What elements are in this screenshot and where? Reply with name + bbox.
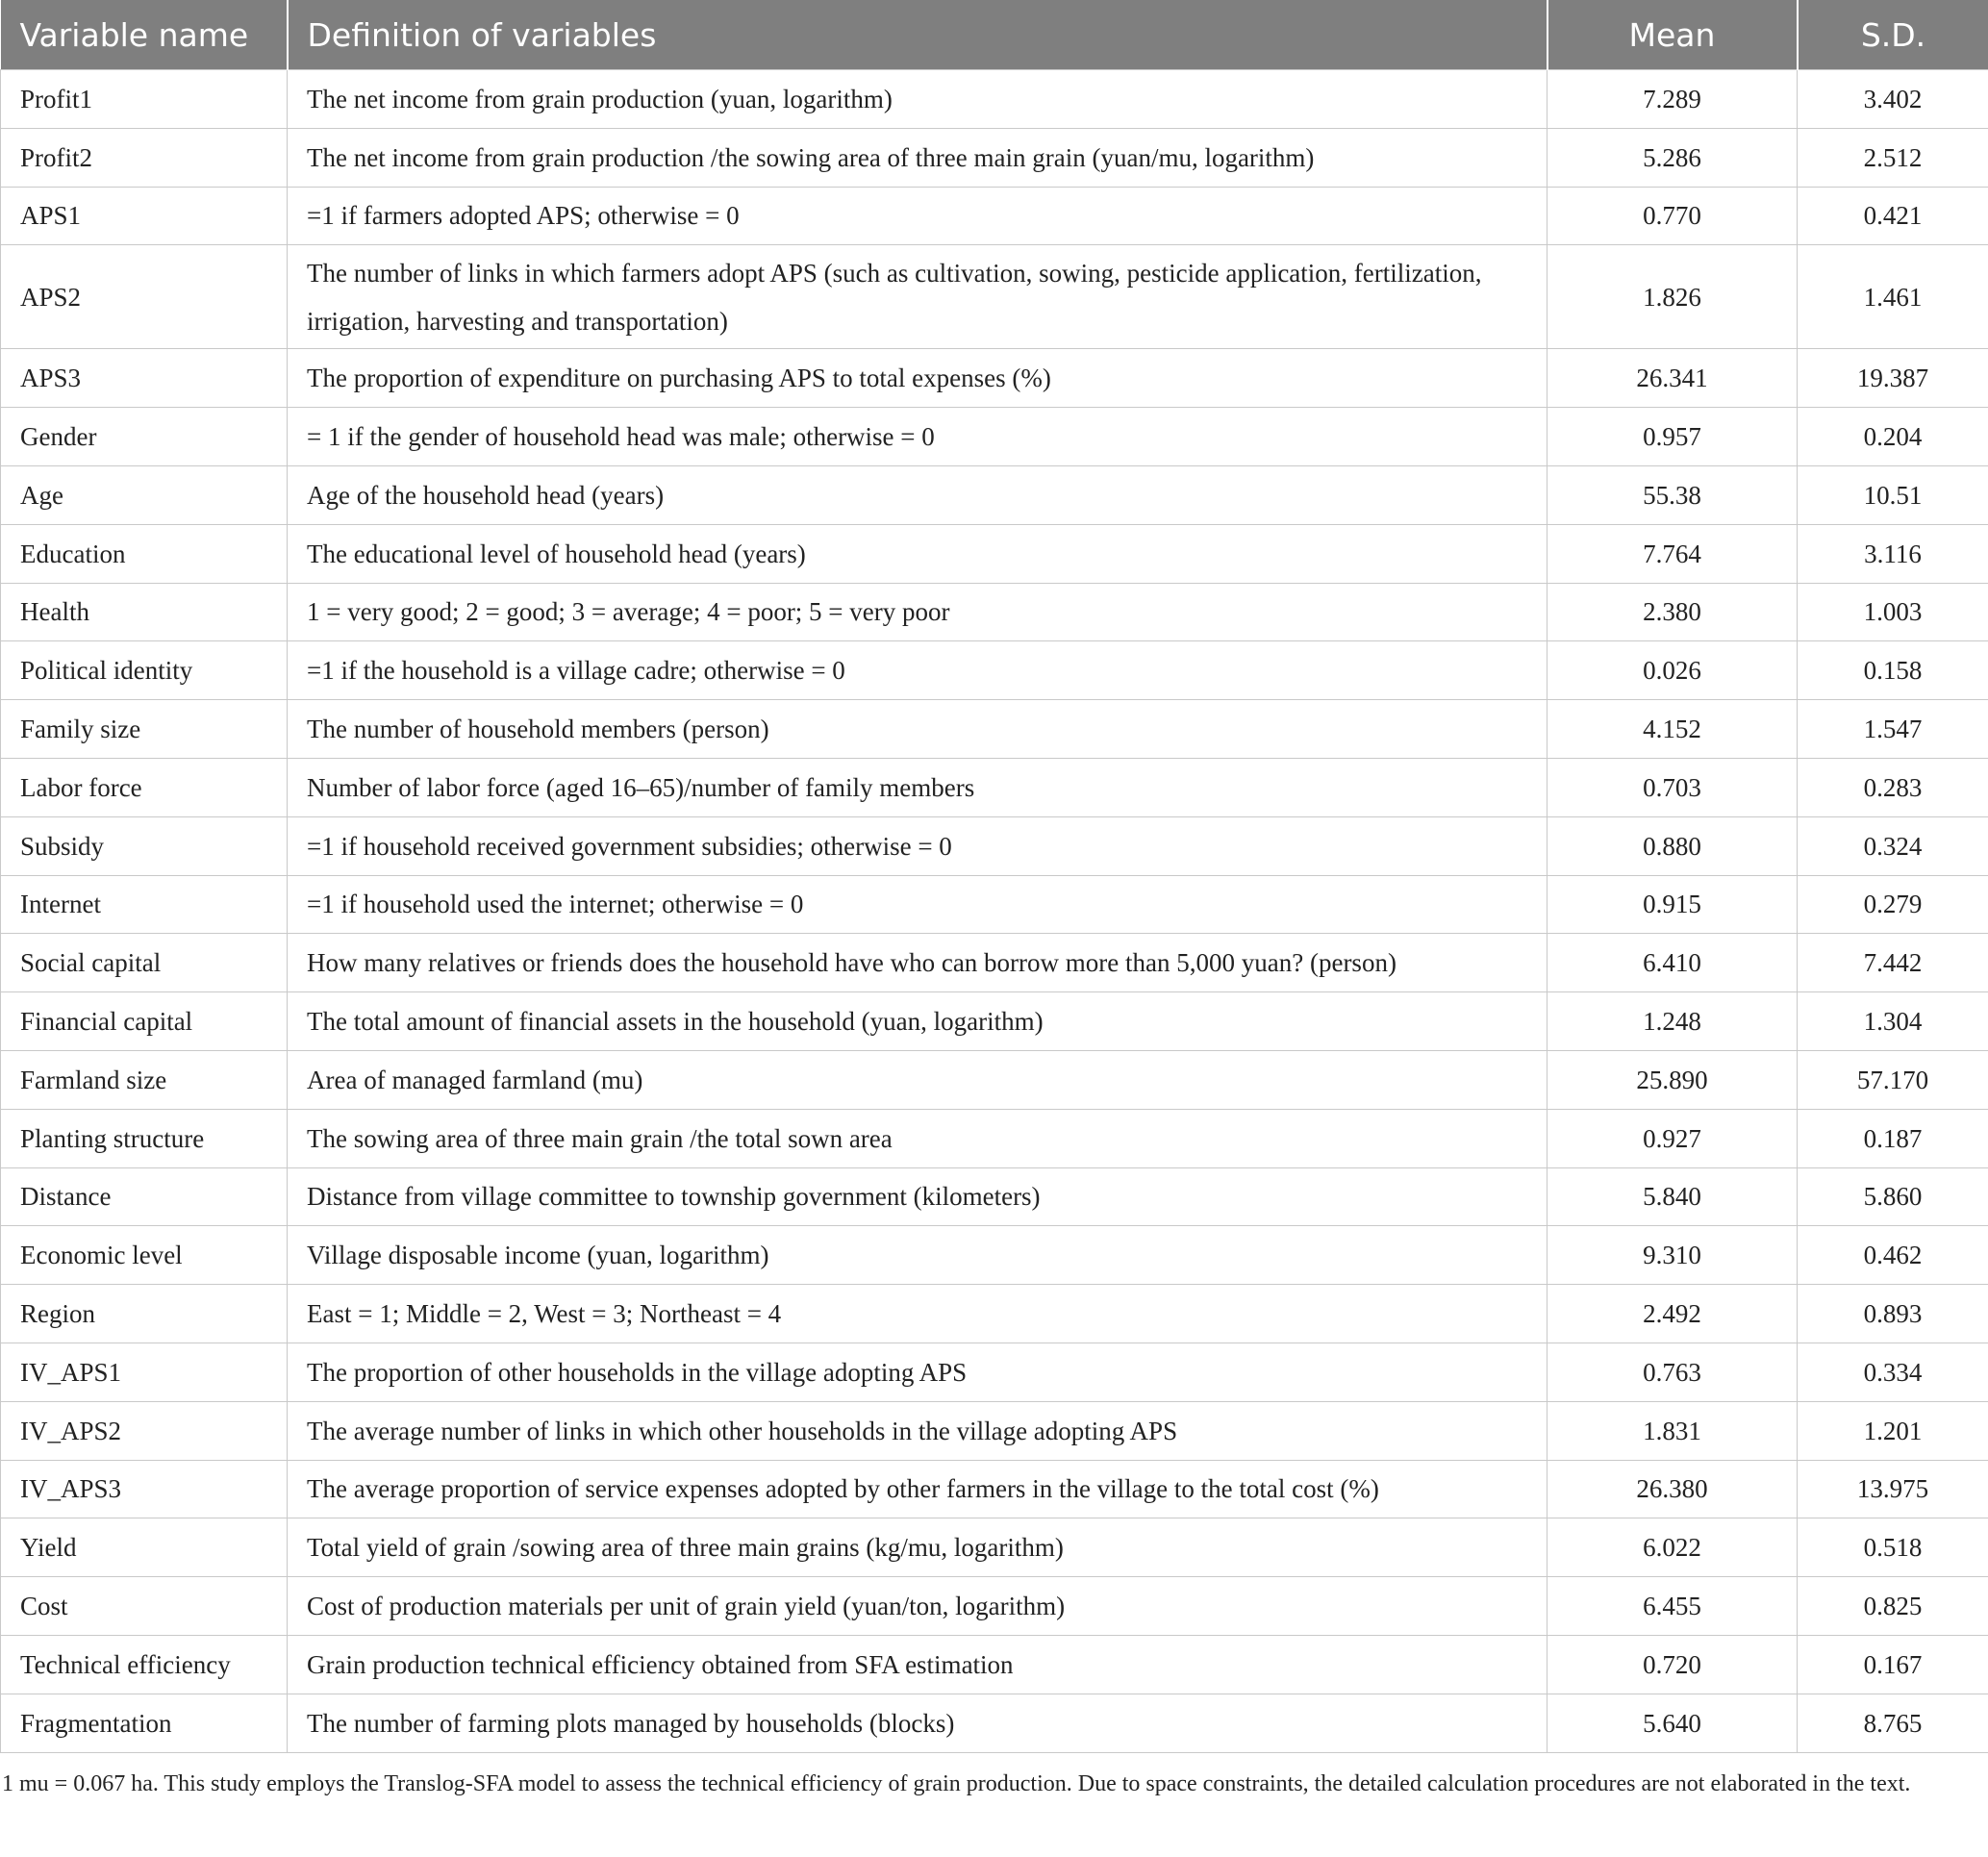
table-row (1, 70, 1988, 129)
cell-sd: 0.334 (1798, 1343, 1988, 1401)
cell-sd: 0.158 (1798, 641, 1988, 700)
cell-mean: 0.770 (1548, 187, 1798, 245)
cell-variable-name: Farmland size (1, 1050, 288, 1109)
cell-mean: 7.289 (1548, 70, 1798, 129)
cell-sd: 1.304 (1798, 992, 1988, 1051)
table-header-row (1, 0, 1988, 70)
cell-sd: 1.461 (1798, 245, 1988, 349)
header-variable-name: Variable name (1, 0, 288, 70)
cell-variable-name: Age (1, 465, 288, 524)
cell-mean: 2.492 (1548, 1285, 1798, 1343)
cell-sd: 3.402 (1798, 70, 1988, 129)
cell-definition: The proportion of other households in the village adopting APS (288, 1343, 1548, 1401)
cell-mean: 1.826 (1548, 245, 1798, 349)
cell-variable-name: Social capital (1, 934, 288, 992)
cell-mean: 2.380 (1548, 583, 1798, 641)
cell-variable-name: Planting structure (1, 1109, 288, 1167)
cell-mean: 4.152 (1548, 700, 1798, 759)
cell-mean: 7.764 (1548, 524, 1798, 583)
cell-mean: 0.720 (1548, 1635, 1798, 1694)
cell-variable-name: Political identity (1, 641, 288, 700)
cell-definition: 1 = very good; 2 = good; 3 = average; 4 = poor; 5 = very poor (288, 583, 1548, 641)
cell-definition: The average number of links in which other households in the village adopting APS (288, 1401, 1548, 1460)
cell-variable-name: Profit2 (1, 128, 288, 187)
header-definition: Definition of variables (288, 0, 1548, 70)
table-row (1, 1460, 1988, 1518)
cell-variable-name: Profit1 (1, 70, 288, 129)
table-row (1, 128, 1988, 187)
cell-sd: 13.975 (1798, 1460, 1988, 1518)
cell-variable-name: Internet (1, 875, 288, 934)
cell-mean: 0.026 (1548, 641, 1798, 700)
cell-sd: 0.893 (1798, 1285, 1988, 1343)
cell-definition: =1 if farmers adopted APS; otherwise = 0 (288, 187, 1548, 245)
cell-sd: 57.170 (1798, 1050, 1988, 1109)
cell-variable-name: Distance (1, 1167, 288, 1226)
cell-mean: 0.763 (1548, 1343, 1798, 1401)
cell-mean: 0.880 (1548, 816, 1798, 875)
cell-variable-name: Technical efficiency (1, 1635, 288, 1694)
cell-variable-name: APS1 (1, 187, 288, 245)
cell-sd: 0.421 (1798, 187, 1988, 245)
cell-variable-name: Gender (1, 408, 288, 466)
cell-definition: The proportion of expenditure on purchasing APS to total expenses (%) (288, 349, 1548, 408)
cell-mean: 25.890 (1548, 1050, 1798, 1109)
cell-variable-name: APS2 (1, 245, 288, 349)
cell-variable-name: APS3 (1, 349, 288, 408)
cell-mean: 6.022 (1548, 1518, 1798, 1577)
cell-variable-name: Financial capital (1, 992, 288, 1051)
cell-definition: =1 if the household is a village cadre; otherwise = 0 (288, 641, 1548, 700)
cell-mean: 26.341 (1548, 349, 1798, 408)
header-mean: Mean (1548, 0, 1798, 70)
cell-sd: 0.187 (1798, 1109, 1988, 1167)
cell-definition: Age of the household head (years) (288, 465, 1548, 524)
cell-definition: Number of labor force (aged 16–65)/number of family members (288, 758, 1548, 816)
cell-variable-name: Labor force (1, 758, 288, 816)
table-row (1, 992, 1988, 1051)
cell-definition: The number of household members (person) (288, 700, 1548, 759)
table-row (1, 816, 1988, 875)
cell-variable-name: Yield (1, 1518, 288, 1577)
cell-mean: 0.915 (1548, 875, 1798, 934)
cell-mean: 1.831 (1548, 1401, 1798, 1460)
cell-sd: 8.765 (1798, 1694, 1988, 1752)
cell-mean: 0.957 (1548, 408, 1798, 466)
table-body (1, 70, 1988, 1753)
cell-mean: 9.310 (1548, 1226, 1798, 1285)
cell-sd: 0.204 (1798, 408, 1988, 466)
cell-sd: 19.387 (1798, 349, 1988, 408)
cell-variable-name: Subsidy (1, 816, 288, 875)
cell-mean: 0.703 (1548, 758, 1798, 816)
cell-mean: 6.410 (1548, 934, 1798, 992)
cell-definition: Area of managed farmland (mu) (288, 1050, 1548, 1109)
table-row (1, 758, 1988, 816)
table-row (1, 187, 1988, 245)
cell-definition: Village disposable income (yuan, logarithm) (288, 1226, 1548, 1285)
cell-mean: 5.286 (1548, 128, 1798, 187)
table-row (1, 1343, 1988, 1401)
table-row (1, 641, 1988, 700)
cell-variable-name: Fragmentation (1, 1694, 288, 1752)
table-row (1, 583, 1988, 641)
cell-sd: 1.547 (1798, 700, 1988, 759)
table-row (1, 1285, 1988, 1343)
table-row (1, 408, 1988, 466)
cell-definition: The number of links in which farmers adopt APS (such as cultivation, sowing, pesticide application, fertilization, irrigation, harvesting and transportation) (288, 245, 1548, 349)
table-row (1, 1226, 1988, 1285)
table-row (1, 1167, 1988, 1226)
cell-variable-name: Economic level (1, 1226, 288, 1285)
table-row (1, 875, 1988, 934)
table-row (1, 465, 1988, 524)
cell-variable-name: Education (1, 524, 288, 583)
cell-definition: The total amount of financial assets in the household (yuan, logarithm) (288, 992, 1548, 1051)
table-row (1, 1050, 1988, 1109)
cell-definition: The sowing area of three main grain /the total sown area (288, 1109, 1548, 1167)
cell-variable-name: Family size (1, 700, 288, 759)
cell-definition: The number of farming plots managed by households (blocks) (288, 1694, 1548, 1752)
cell-variable-name: Cost (1, 1577, 288, 1636)
cell-definition: Cost of production materials per unit of grain yield (yuan/ton, logarithm) (288, 1577, 1548, 1636)
cell-variable-name: Health (1, 583, 288, 641)
table-row (1, 1635, 1988, 1694)
cell-definition: The average proportion of service expenses adopted by other farmers in the village to the total cost (%) (288, 1460, 1548, 1518)
table-row (1, 349, 1988, 408)
table-row (1, 1694, 1988, 1752)
cell-sd: 0.279 (1798, 875, 1988, 934)
cell-variable-name: IV_APS3 (1, 1460, 288, 1518)
cell-definition: Total yield of grain /sowing area of three main grains (kg/mu, logarithm) (288, 1518, 1548, 1577)
cell-sd: 0.518 (1798, 1518, 1988, 1577)
cell-mean: 1.248 (1548, 992, 1798, 1051)
cell-sd: 0.283 (1798, 758, 1988, 816)
cell-sd: 5.860 (1798, 1167, 1988, 1226)
cell-definition: =1 if household used the internet; otherwise = 0 (288, 875, 1548, 934)
table-row (1, 524, 1988, 583)
cell-mean: 55.38 (1548, 465, 1798, 524)
cell-sd: 0.167 (1798, 1635, 1988, 1694)
cell-definition: = 1 if the gender of household head was male; otherwise = 0 (288, 408, 1548, 466)
cell-sd: 3.116 (1798, 524, 1988, 583)
cell-mean: 5.840 (1548, 1167, 1798, 1226)
cell-definition: Grain production technical efficiency obtained from SFA estimation (288, 1635, 1548, 1694)
cell-sd: 10.51 (1798, 465, 1988, 524)
cell-mean: 26.380 (1548, 1460, 1798, 1518)
cell-mean: 6.455 (1548, 1577, 1798, 1636)
cell-variable-name: IV_APS1 (1, 1343, 288, 1401)
cell-sd: 1.003 (1798, 583, 1988, 641)
table-row (1, 1518, 1988, 1577)
cell-definition: =1 if household received government subsidies; otherwise = 0 (288, 816, 1548, 875)
table-row (1, 700, 1988, 759)
cell-variable-name: IV_APS2 (1, 1401, 288, 1460)
cell-sd: 2.512 (1798, 128, 1988, 187)
table-row (1, 934, 1988, 992)
cell-sd: 0.462 (1798, 1226, 1988, 1285)
cell-definition: The net income from grain production (yuan, logarithm) (288, 70, 1548, 129)
cell-definition: The net income from grain production /the sowing area of three main grain (yuan/mu, logarithm) (288, 128, 1548, 187)
cell-definition: How many relatives or friends does the household have who can borrow more than 5,000 yuan? (person) (288, 934, 1548, 992)
cell-definition: East = 1; Middle = 2, West = 3; Northeast = 4 (288, 1285, 1548, 1343)
table-row (1, 1109, 1988, 1167)
cell-sd: 0.324 (1798, 816, 1988, 875)
cell-sd: 0.825 (1798, 1577, 1988, 1636)
table-row (1, 1577, 1988, 1636)
cell-definition: The educational level of household head (years) (288, 524, 1548, 583)
cell-mean: 0.927 (1548, 1109, 1798, 1167)
table-row (1, 1401, 1988, 1460)
cell-sd: 1.201 (1798, 1401, 1988, 1460)
cell-sd: 7.442 (1798, 934, 1988, 992)
table-row (1, 245, 1988, 349)
cell-mean: 5.640 (1548, 1694, 1798, 1752)
cell-variable-name: Region (1, 1285, 288, 1343)
cell-definition: Distance from village committee to township government (kilometers) (288, 1167, 1548, 1226)
table-footnote: 1 mu = 0.067 ha. This study employs the Translog-SFA model to assess the technical efficiency of grain production. Due to space constraints, the detailed calculation procedures are not elaborated in the text. (2, 1770, 1911, 1796)
header-sd: S.D. (1798, 0, 1988, 70)
